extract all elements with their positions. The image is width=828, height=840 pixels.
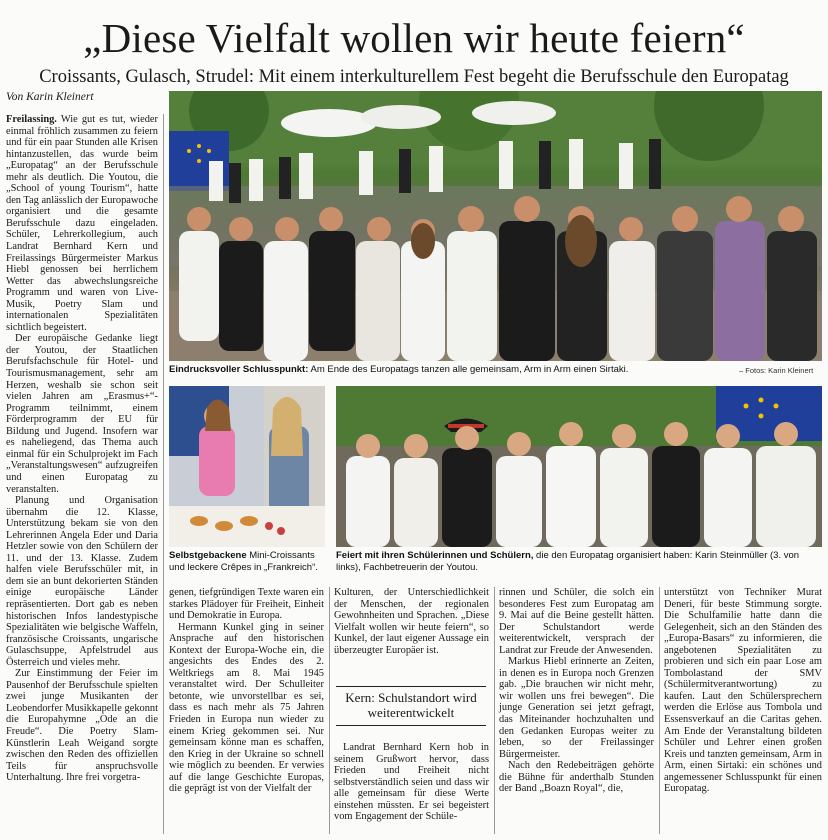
column-rule (163, 114, 164, 834)
article-column-4 (499, 587, 654, 795)
caption-text: Mini-Croissants und leckere Crêpes in „Frankreich“. (169, 550, 318, 573)
main-photo-sirtaki-dance (169, 91, 822, 361)
caption-text: die den Europatag organisiert haben: Karin Steinmüller (3. von links), Fachbetreuerin der Youtou. (336, 550, 800, 573)
paragraph (6, 114, 158, 333)
article-column-1 (6, 114, 158, 784)
paragraph-text: Der europäische Gedanke liegt der Youtou, der Staatlichen Berufsfachschule für Hotel- und Tourismusmanagement, sehr am Herzen, weshalb sie schon seit vielen Jahren am „Erasmus+“-Programm teilnimmt, einem Förderprogramm der EU für Bildung und Jugend. Insofern war es naheliegend, das Thema auch einmal für ein Schulprojekt im Fach „Veranstaltungswesen“ aufzugreifen und einen Europatag zu veranstalten. (6, 333, 158, 495)
paragraph-text: Kulturen, der Unterschiedlichkeit der Menschen, der regionalen Gewohnheiten und Sprachen. „Diese Vielfalt wollen wir heute feiern“, so Kunkel, der laut eigener Aussage ein überzeugter Europäer ist. (334, 587, 489, 656)
article-column-5 (664, 587, 822, 795)
paragraph-text: Hermann Kunkel ging in seiner Ansprache auf den historischen Kontext der Europa-Woche ein, die angesichts des Endes des 2. Weltkriegs am 8. Mai 1945 veranstaltet wird. Der Schulleiter betonte, wie unvorstellbar es sei, dass es nach mehr als 75 Jahren Frieden in Europa nun wieder zu einem Krieg gekommen sei. Nur gemeinsam könne man es schaffen, den Krieg in der Ukraine so schnell wie möglich zu beenden. Er verwies auf die lange Geschichte Europas, die geprägt ist von der Vielfalt der (169, 621, 324, 795)
article-column-3 (334, 587, 489, 656)
dateline: Freilassing. (6, 114, 57, 125)
paragraph (6, 333, 158, 495)
paragraph (334, 742, 489, 823)
byline: Von Karin Kleinert (6, 91, 94, 103)
column-rule (329, 587, 330, 834)
photo-croissants-stand (169, 386, 325, 547)
paragraph-text: unterstützt von Techniker Murat Deneri, für beste Stimmung sorgte. Die Schulfamilie hatte dann die Gelegenheit, sich an den Ständen des „Europa-Basars“ zu informieren, die angebotenen Spezialitäten zu probieren und sich ein paar Lose am Tombolastand der SMV (Schülermitverantwortung) zu kaufen. Laut den Schülersprechern werden die Erlöse aus Tombola und Essensverkauf an die Caritas gehen. Am Ende der Veranstaltung bildeten Schüler und Lehrer einen großen Kreis und tanzten gemeinsam, Arm in Arm, einen Sirtaki: ein schönes und angemessener Schlusspunkt für einen Europatag. (664, 587, 822, 795)
paragraph-text: Planung und Organisation übernahm die 12. Klasse, Unterstützung bekam sie von den Lehrerinnen Angela Eder und Daria Hetzler sowie von den Schülern der 11. und der 13. Klasse. Zudem halfen viele Berufsschüler mit, in dem sie an bunt dekorierten Ständen einige europäische Länder repräsentierten. Dort gab es neben historischen Infos landestypische Spezialitäten wie belgische Waffeln, französische Croissants, ungarische Gulaschsuppe, Apfelstrudel aus Österreich und vieles mehr. (6, 495, 158, 668)
students-group-graphic (336, 386, 822, 547)
paragraph-text: genen, tiefgründigen Texte waren ein starkes Plädoyer für Freiheit, Einheit und Demokratie in Europa. (169, 587, 324, 622)
paragraph-text: rinnen und Schüler, die solch ein besonderes Fest zum Europatag am 9. Mai auf die Beine gestellt hätten. Der Schulstandort werde weiterentwickelt, versprach der Landrat zur Freude der Anwesenden. (499, 587, 654, 656)
paragraph (169, 622, 324, 795)
paragraph-text: Zur Einstimmung der Feier im Pausenhof der Berufsschule spielten zwei junge Musikanten der Leobendorfer Musikkapelle gekonnt die Europahymne „Ode an die Freude“. Die Poetry Slam-Künstlerin Leah Weigand sorgte zwischen den Reden des offiziellen Teils für anspruchsvolle Unterhaltung. Ihre frei vorgetra- (6, 668, 158, 784)
paragraph-text: Nach den Redebeiträgen gehörte die Bühne für anderthalb Stunden der Band „Boazn Royal“, die, (499, 760, 654, 795)
photo-credit: – Fotos: Karin Kleinert (739, 366, 814, 375)
main-photo-caption (169, 364, 729, 376)
caption-lead: Feiert mit ihren Schülerinnen und Schülern, (336, 550, 534, 561)
headline: „Diese Vielfalt wollen wir heute feiern“ (83, 15, 745, 61)
paragraph (664, 587, 822, 795)
photo-students-group (336, 386, 822, 547)
croissant-stand-graphic (169, 386, 325, 547)
caption-text: Am Ende des Europatags tanzen alle gemeinsam, Arm in Arm einen Sirtaki. (308, 364, 629, 375)
paragraph (499, 760, 654, 795)
subheadline: Croissants, Gulasch, Strudel: Mit einem interkulturellem Fest begeht die Berufsschule den Europatag (39, 67, 789, 87)
dance-scene-graphic (169, 91, 822, 361)
article-column-3-bottom (334, 742, 489, 823)
column-rule (494, 587, 495, 834)
subheading: Kern: Schulstandort wird weiterentwickelt (336, 686, 486, 726)
paragraph (499, 587, 654, 656)
paragraph-text: Markus Hiebl erinnerte an Zeiten, in denen es in Europa noch Grenzen gab. „Die brauchen wir nicht mehr, wir wollen uns frei bewegen“. Die junge Generation sei jetzt gefragt, das Miteinander hochzuhalten und den Gedanken Europas weiter zu leben, so der Freilassinger Bürgermeister. (499, 656, 654, 760)
column-3-top (334, 587, 489, 656)
paragraph (169, 587, 324, 622)
column-rule (659, 587, 660, 834)
caption-lead: Eindrucksvoller Schlusspunkt: (169, 364, 309, 375)
paragraph-text: Landrat Bernhard Kern hob in seinem Grußwort hervor, dass Frieden und Freiheit nicht selbstverständlich seien und dass wir alle gemeinsam für diese Werte einstehen müssten. Er sei begeistert vom Engagement der Schüle- (334, 742, 489, 823)
paragraph-text: Wie gut es tut, wieder einmal fröhlich zusammen zu feiern und für ein paar Stunden alle Krisen hintanzustellen, das wurde beim „Europatag“ an der Berufsschule mehr als deutlich. Die Youtou, die „School of young Tourism“, hatte den Tag anlässlich der Europawoche organisiert und die gesamte Berufsschule dazu eingeladen. Schüler, Lehrerkollegium, auch Landrat Bernhard Kern und Freilassings Bürgermeister Markus Hiebl genossen bei herrlichem Wetter das abwechslungsreiche Programm und waren von Live-Musik, Poetry Slam und internationalen Spezialitäten sichtlich begeistert. (6, 114, 158, 333)
group-photo-caption (336, 550, 822, 573)
article-column-2 (169, 587, 324, 795)
paragraph (6, 495, 158, 668)
paragraph (334, 587, 489, 656)
caption-lead: Selbstgebackene (169, 550, 247, 561)
croissant-photo-caption (169, 550, 327, 573)
paragraph (6, 668, 158, 783)
paragraph (499, 656, 654, 760)
